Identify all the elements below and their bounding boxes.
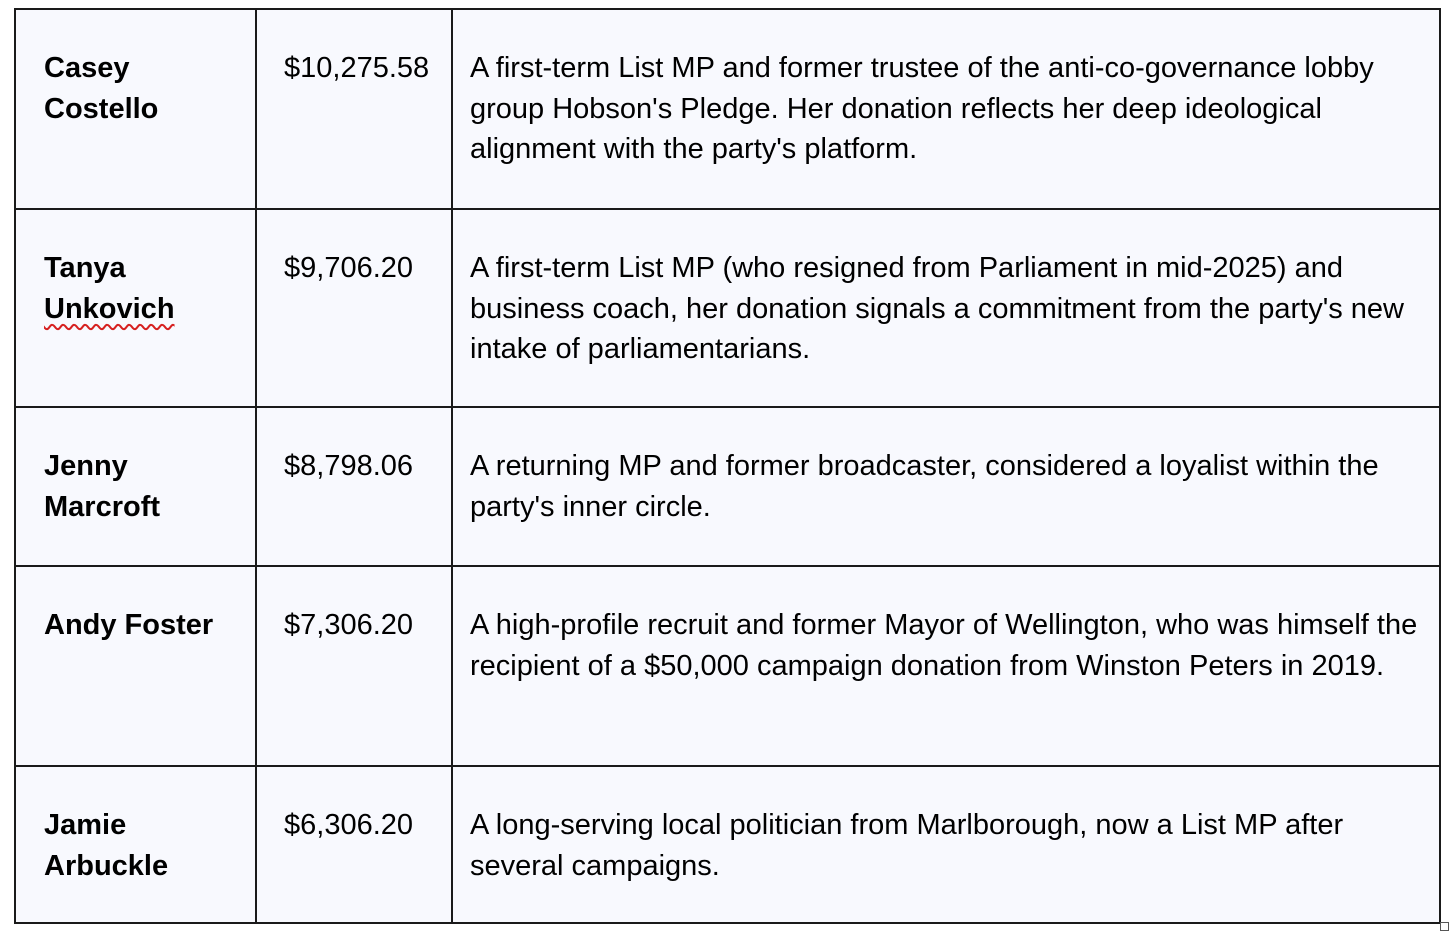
name-cell[interactable]	[15, 209, 256, 407]
table-row	[15, 9, 1440, 209]
amount-cell[interactable]: $7,306.20	[256, 566, 452, 766]
table-row	[15, 566, 1440, 766]
table-row	[15, 407, 1440, 566]
spellcheck-flagged-word[interactable]: Unkovich	[44, 292, 175, 325]
description-cell[interactable]: A high-profile recruit and former Mayor of Wellington, who was himself the recipient of a $50,000 campaign donation from Winston Peters in 2019.	[452, 566, 1440, 766]
donations-table	[14, 8, 1441, 924]
amount-cell[interactable]: $9,706.20	[256, 209, 452, 407]
name-first: Casey	[44, 52, 130, 84]
name-full: Andy Foster	[44, 609, 214, 641]
description-cell[interactable]: A first-term List MP (who resigned from Parliament in mid-2025) and business coach, her donation signals a commitment from the party's new intake of parliamentarians.	[452, 209, 1440, 407]
table-row	[15, 766, 1440, 923]
name-last-spellcheck	[44, 289, 241, 330]
table-resize-handle[interactable]	[1440, 922, 1449, 931]
name-first: Jenny	[44, 450, 128, 482]
name-cell[interactable]	[15, 566, 256, 766]
description-cell[interactable]: A first-term List MP and former trustee of the anti-co-governance lobby group Hobson's Pledge. Her donation reflects her deep ideological alignment with the party's platform.	[452, 9, 1440, 209]
name-last: Costello	[44, 92, 159, 125]
name-last: Marcroft	[44, 490, 161, 523]
description-cell[interactable]: A returning MP and former broadcaster, considered a loyalist within the party's inner circle.	[452, 407, 1440, 566]
name-cell[interactable]	[15, 407, 256, 566]
name-first: Tanya	[44, 252, 126, 284]
name-cell[interactable]	[15, 9, 256, 209]
amount-cell[interactable]: $8,798.06	[256, 407, 452, 566]
table-row	[15, 209, 1440, 407]
name-last: Arbuckle	[44, 849, 169, 882]
amount-cell[interactable]: $6,306.20	[256, 766, 452, 923]
name-first: Jamie	[44, 809, 127, 841]
amount-cell[interactable]: $10,275.58	[256, 9, 452, 209]
description-cell[interactable]: A long-serving local politician from Marlborough, now a List MP after several campaigns.	[452, 766, 1440, 923]
name-cell[interactable]	[15, 766, 256, 923]
